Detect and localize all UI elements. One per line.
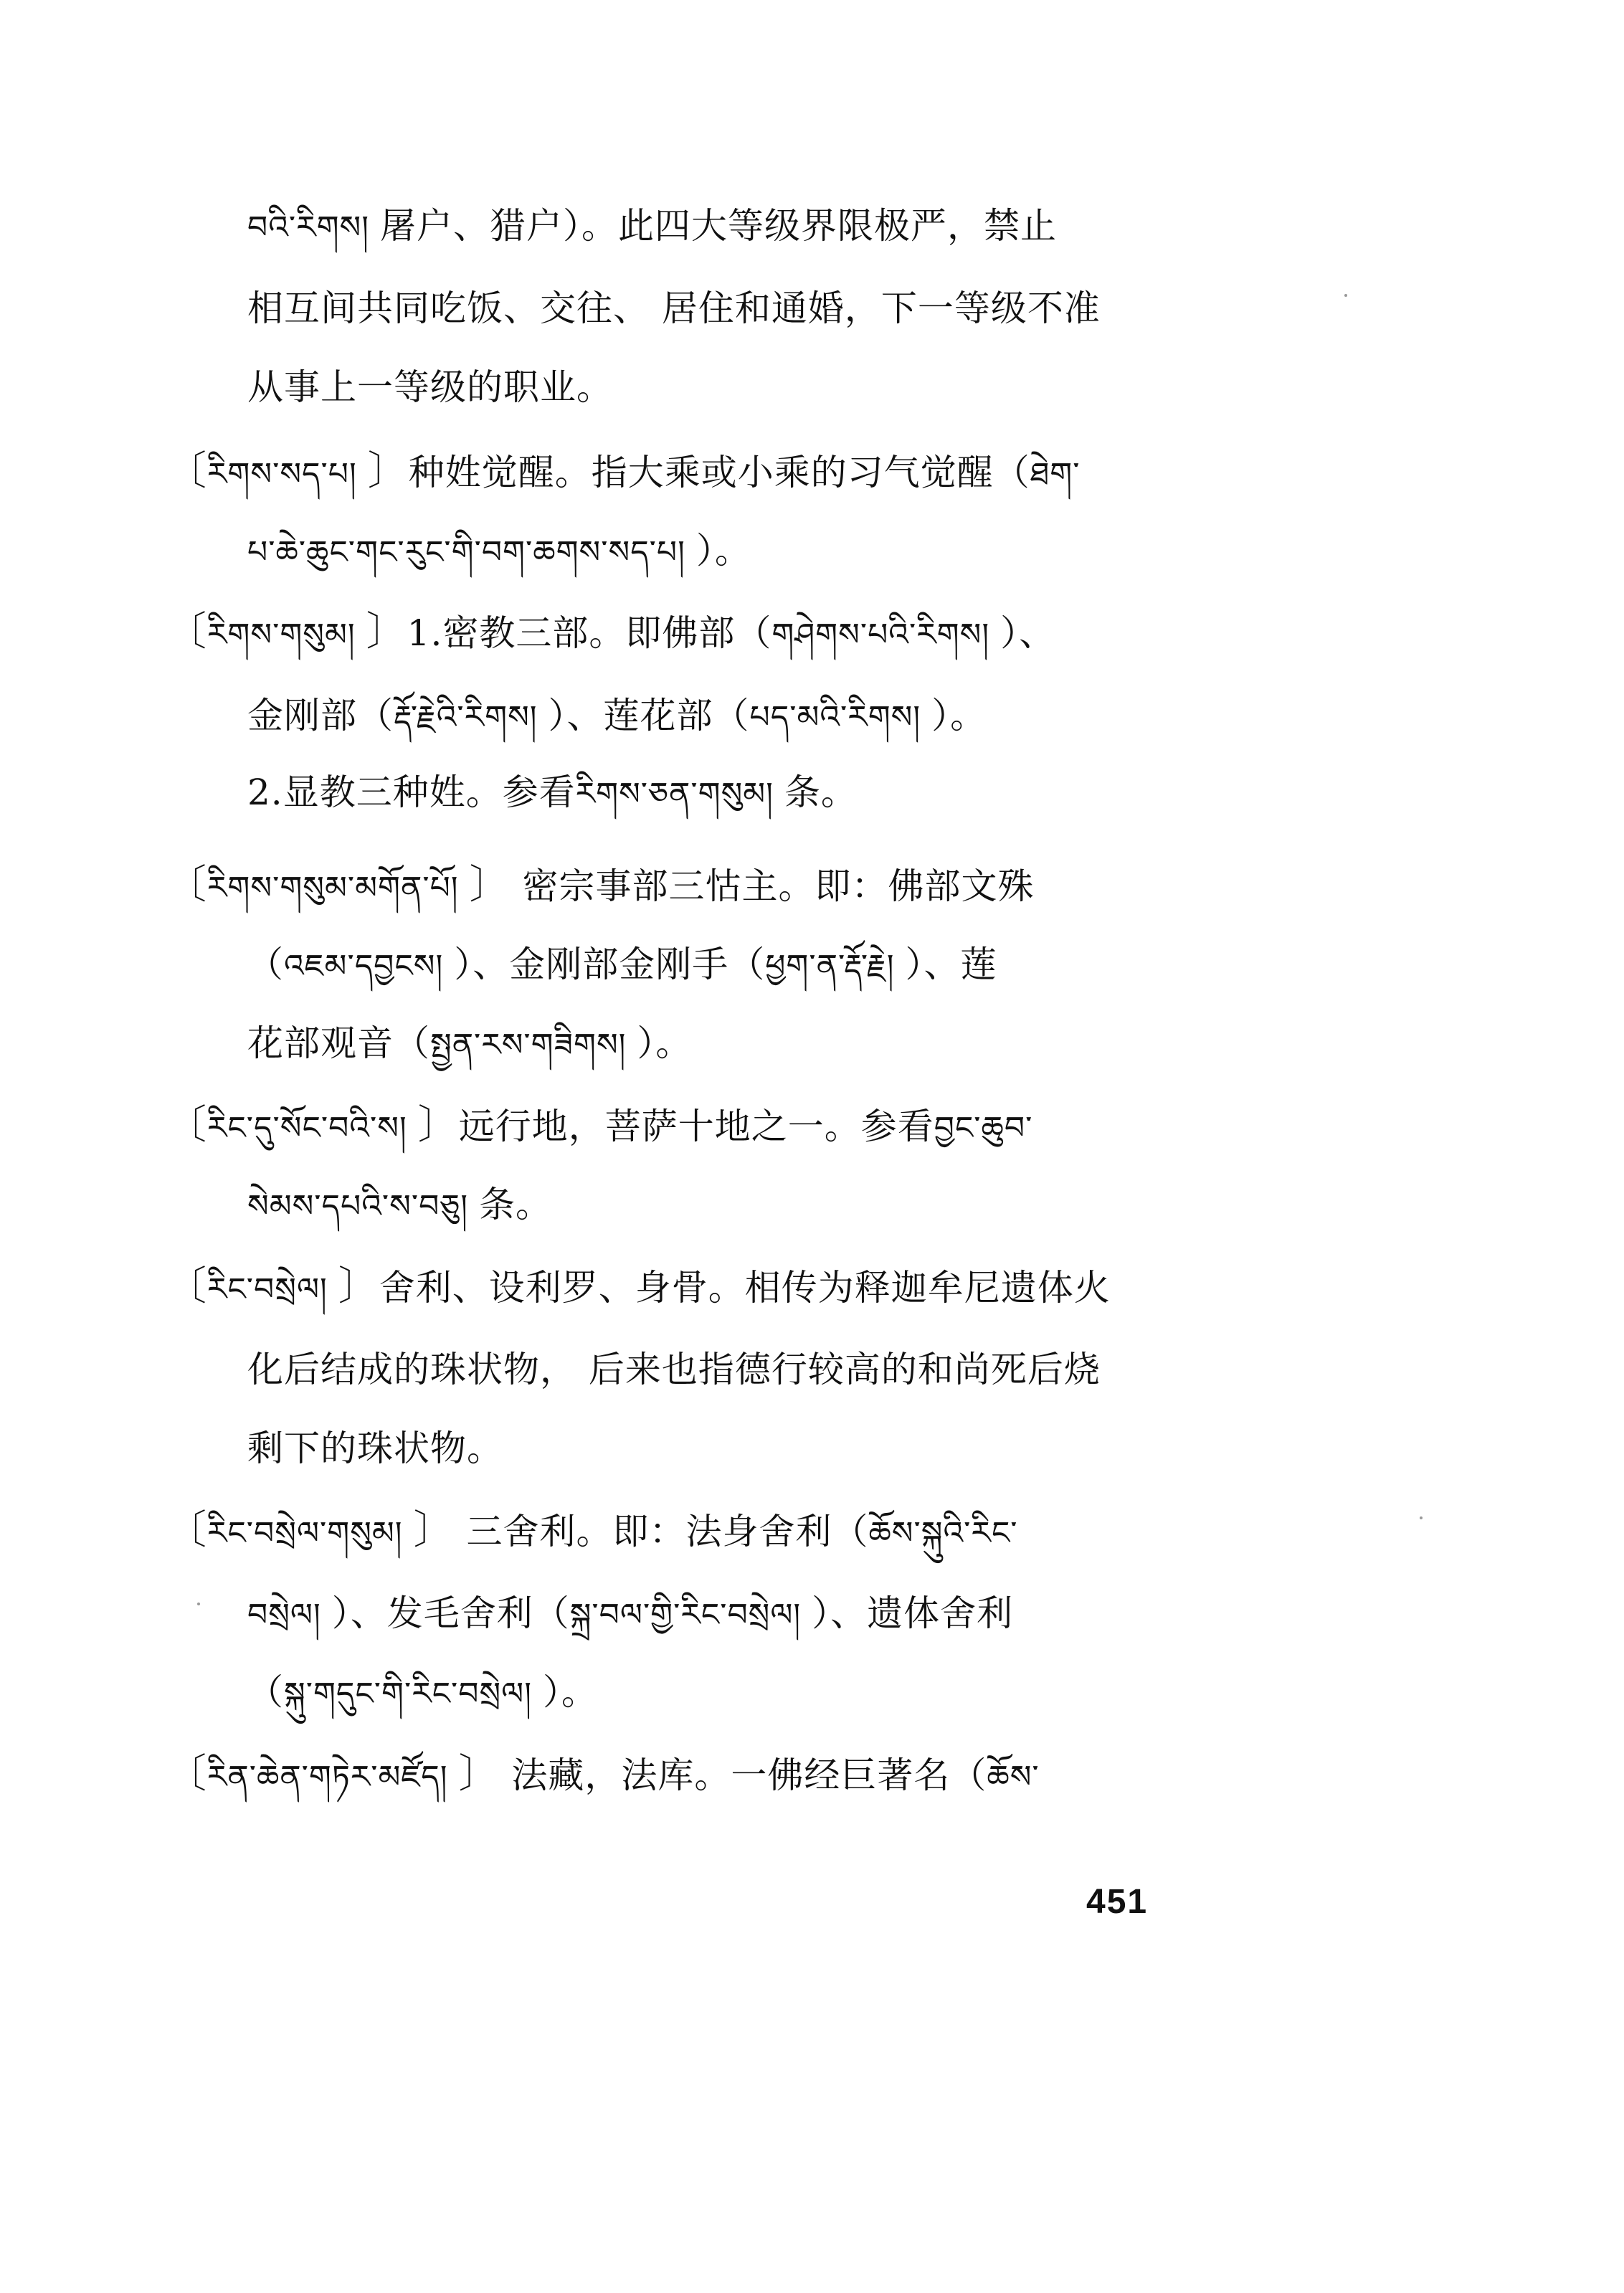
bracket: 〔 [166,1263,207,1310]
chinese-text: 三舍利。即：法身舍利（ [454,1511,869,1552]
chinese-text: 金刚部（ [247,695,394,736]
chinese-text: 条。 [479,1184,553,1225]
tibetan-text: འཇམ་དབྱངས། [284,948,455,984]
text-line [247,771,858,816]
chinese-text: 2.显教三种姓。参看 [247,772,576,813]
text-line [247,1427,503,1470]
tibetan-text: ཐེག་ [1030,456,1081,493]
page-number: 451 [1086,1883,1149,1921]
tibetan-text: སྐུ་གདུང་གི་རིང་བསྲེལ། [284,1676,543,1712]
tibetan-text: བསྲེལ། [247,1597,332,1633]
text-line [166,1263,1111,1311]
chinese-text: （ [247,1671,284,1713]
chinese-text: 舍利、设利罗、身骨。相传为释迦牟尼遗体火 [379,1267,1111,1309]
chinese-text: （ [247,944,284,985]
chinese-text: 剩下的珠状物。 [247,1428,503,1469]
tibetan-text: སེམས་དཔའི་ས་བཅུ། [247,1188,480,1225]
bracket: 〕 [469,862,511,908]
chinese-text: ）、发毛舍利（ [331,1592,570,1634]
text-line [247,1348,1101,1391]
bracket: 〕 [413,1507,455,1554]
chinese-text: ）、莲 [905,944,997,985]
chinese-text: 从事上一等级的职业。 [247,366,613,408]
tibetan-text: རིགས་གསུམ་མགོན་པོ། [207,870,470,906]
chinese-text: ）。 [931,695,987,736]
chinese-text: 屠户、猎户）。此四大等级界限极严，禁止 [380,205,1058,247]
bracket: 〔 [166,1102,207,1149]
text-line [247,529,751,574]
text-line [247,366,613,409]
bracket: 〔 [166,1507,207,1554]
text-line [247,287,1101,330]
chinese-text: ）。 [637,1022,693,1064]
tibetan-text: རིགས་གསུམ། [207,617,366,653]
bracket: 〔 [166,609,207,655]
tibetan-text: གཤེགས་པའི་རིགས། [771,617,1001,653]
bracket: 〕 [458,1751,500,1798]
scan-speck [197,1603,200,1605]
tibetan-text: རིགས་སད་པ། [207,456,368,493]
bracket: 〕 [366,609,407,655]
bracket: 〔 [166,1751,207,1798]
chinese-text: ）。 [695,530,751,571]
text-line [247,1592,1013,1637]
chinese-text: ）、遗体舍利 [812,1592,1014,1634]
bracket: 〔 [166,862,207,908]
chinese-text: 法藏，法库。一佛经巨著名（ [499,1755,987,1796]
text-line [247,1022,692,1067]
text-line [166,1509,1017,1555]
scan-speck [1344,294,1347,297]
text-line [247,943,997,988]
text-line [247,1183,552,1228]
chinese-text: ）、金刚部金刚手（ [454,944,766,985]
text-line [166,1753,1040,1799]
bracket: 〕 [367,448,409,495]
text-line [166,1104,1032,1150]
tibetan-text: ཆོས་སྐུའི་རིང་ [868,1515,1018,1552]
chinese-text: ）、莲花部（ [548,695,750,736]
tibetan-text: རྡོ་རྗེའི་རིགས། [394,699,549,736]
tibetan-text: རིང་བསྲེལ་གསུམ། [207,1515,414,1552]
text-line [247,204,1057,250]
bracket: 〔 [166,448,207,495]
text-line [166,450,1081,496]
chinese-text: 密宗事部三怙主。即：佛部文殊 [510,865,1035,907]
text-line [166,611,1055,657]
scan-speck [1420,1516,1423,1519]
chinese-text: 化后结成的珠状物， 后来也指德行较高的和尚死后烧 [247,1349,1101,1390]
bracket: 〕 [338,1263,379,1310]
tibetan-text: སྤྱན་རས་གཟིགས། [430,1027,637,1063]
tibetan-text: བའི་རིགས། [247,209,381,246]
chinese-text: ）、 [1000,612,1056,654]
chinese-text: 花部观音（ [247,1022,430,1064]
bracket: 〕 [417,1102,459,1149]
text-line [247,694,987,739]
chinese-text: 条。 [784,772,858,813]
text-line [247,1671,598,1716]
chinese-text: ）。 [543,1671,598,1713]
chinese-text: 种姓觉醒。指大乘或小乘的习气觉醒（ [408,452,1030,493]
tibetan-text: རིགས་ཅན་གསུམ། [575,776,784,812]
chinese-text: 相互间共同吃饭、交往、 居住和通婚，下一等级不准 [247,288,1101,329]
chinese-text: 1.密教三部。即佛部（ [407,612,772,654]
tibetan-text: སྐྲ་བལ་གྱི་རིང་བསྲེལ། [569,1597,812,1633]
tibetan-text: རིན་ཆེན་གཏེར་མཛོད། [207,1759,459,1795]
text-line [166,864,1034,910]
tibetan-text: རིང་བསྲེལ། [207,1271,338,1308]
chinese-text: 远行地，菩萨十地之一。参看 [458,1106,934,1147]
tibetan-text: ཕྱག་ན་རྡོ་རྗེ། [765,948,906,984]
tibetan-text: རིང་དུ་སོང་བའི་ས། [207,1110,418,1146]
tibetan-text: ཆོས་ [987,1759,1040,1795]
tibetan-text: པ་ཆེ་ཆུང་གང་རུང་གི་བག་ཆགས་སད་པ། [247,534,696,571]
tibetan-text: བྱང་ཆུབ་ [934,1110,1033,1146]
tibetan-text: པད་མའི་རིགས། [749,699,932,736]
